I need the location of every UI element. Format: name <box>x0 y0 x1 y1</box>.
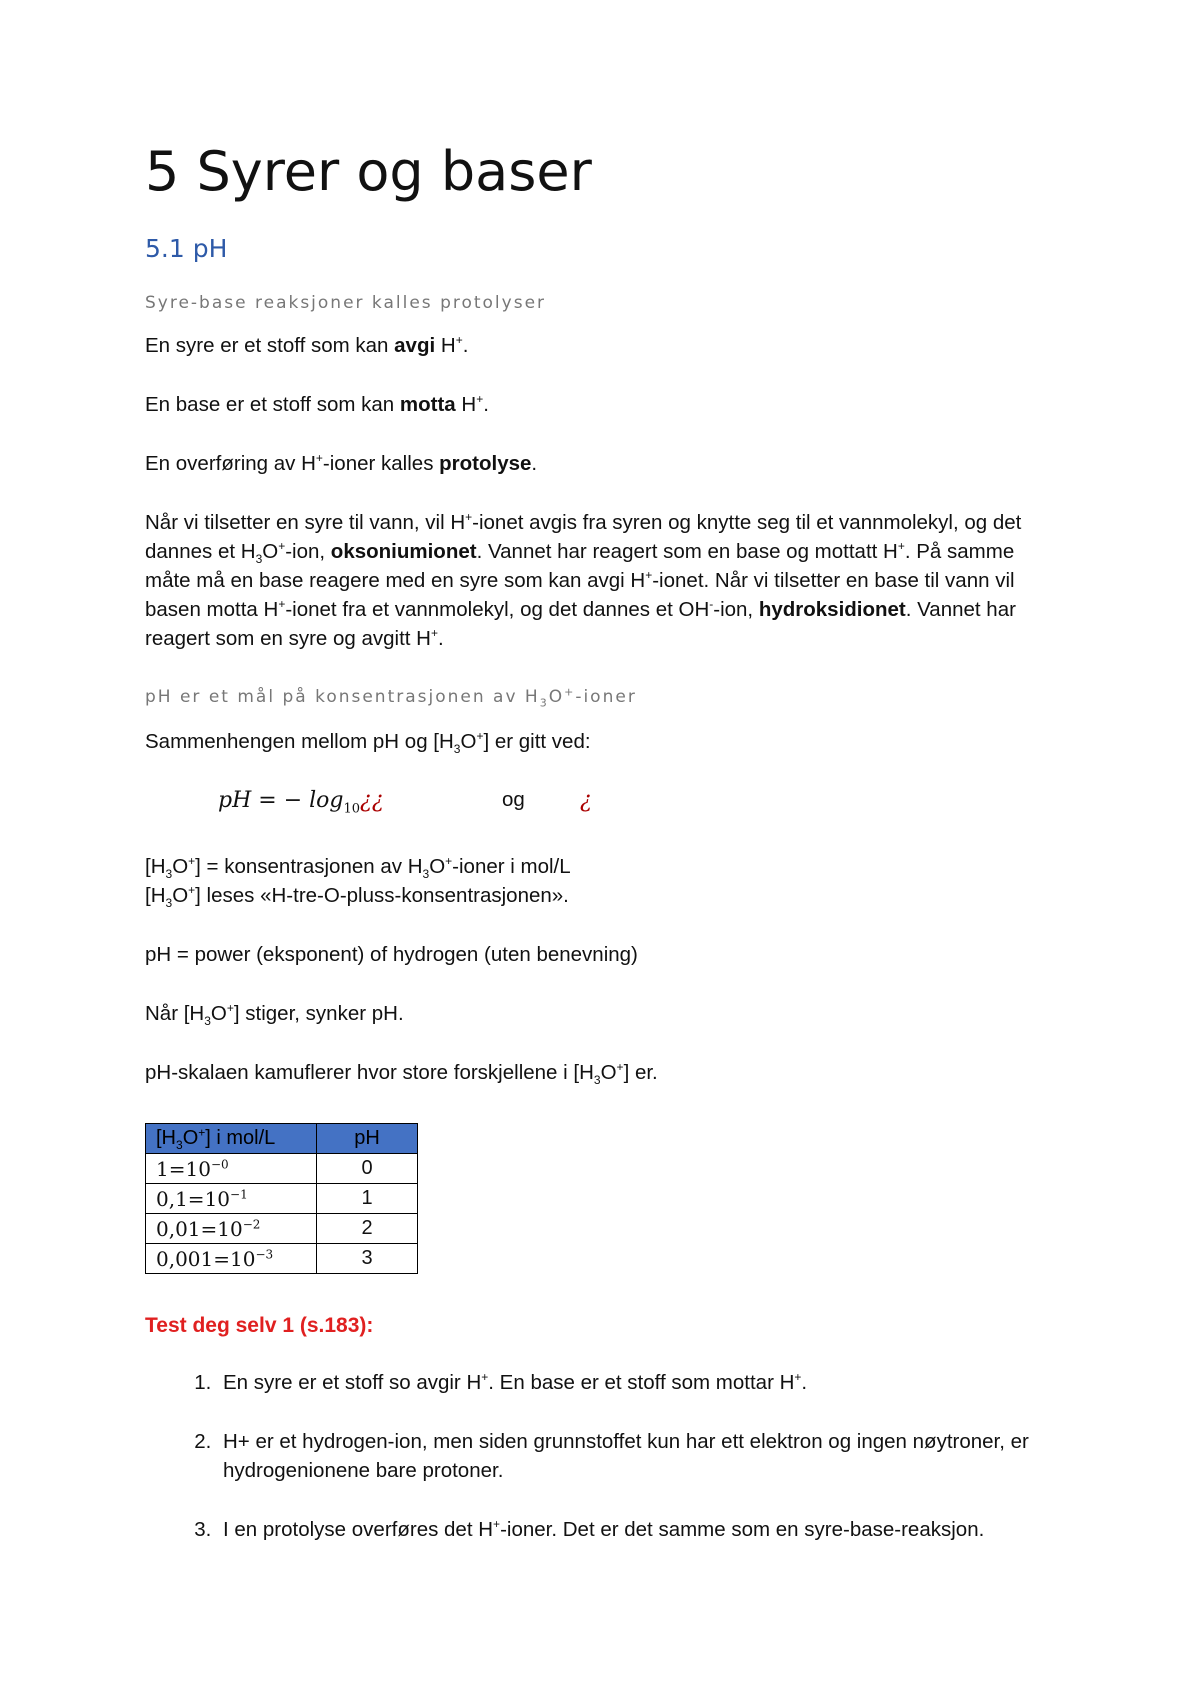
subtitle-ph-measure: pH er et mål på konsentrasjonen av $H_3O^+$-ioner <box>145 685 637 710</box>
cell-concentration: $0,1=10^{-1}$ <box>146 1184 317 1214</box>
paragraph-explanation: Når vi tilsetter en syre til vann, vil H+-ionet avgis fra syren og knytte seg til et vannmolekyl, og det dannes et $H_3O^+$-ion, oksoniumionet. Vannet har reagert som en base og mottatt H+. På samme måte må en base reagere med en syre som kan avgi H+-ionet. Når vi tilsetter en base til vann vil basen motta H+-ionet fra et vannmolekyl, og det dannes et OH--ion, hydroksidionet. Vannet har reagert som en syre og avgitt H+. <box>145 510 1022 650</box>
cell-concentration: $0,001=10^{-3}$ <box>146 1244 317 1274</box>
table-header-row <box>146 1124 418 1154</box>
table-row <box>146 1184 418 1214</box>
ph-table <box>145 1123 418 1274</box>
paragraph-reading: $[H_3O^+]$ leses «H-tre-O-pluss-konsentrasjonen». <box>145 883 569 911</box>
test-heading: Test deg selv 1 (s.183): <box>145 1314 374 1337</box>
cell-ph: 1 <box>317 1184 418 1214</box>
cell-ph: 2 <box>317 1214 418 1244</box>
list-item: 1. En syre er et stoff so avgir H+. En base er et stoff som mottar H+. <box>217 1368 1065 1397</box>
formula-rhs: ¿ <box>580 788 592 813</box>
header-ph: pH <box>317 1124 418 1154</box>
cell-concentration: $0,01=10^{-2}$ <box>146 1214 317 1244</box>
header-concentration: $[H_3O^+]$ i mol/L <box>146 1124 317 1154</box>
table-row <box>146 1244 418 1274</box>
list-item: 2. H+ er et hydrogen-ion, men siden grunnstoffet kun har ett elektron og ingen nøytroner, er hydrogenionene bare protoner. <box>217 1427 1065 1485</box>
formula-lhs: pH = − $\log_{10}¿¿$ <box>218 788 384 817</box>
table-row <box>146 1214 418 1244</box>
list-item: 3. I en protolyse overføres det H+-ioner. Det er det samme som en syre-base-reaksjon. <box>217 1515 1065 1544</box>
paragraph-base-definition: En base er et stoff som kan motta H+. <box>145 392 489 416</box>
formula-og: og <box>502 788 525 811</box>
paragraph-scale: pH-skalaen kamuflerer hvor store forskjellene i $[H_3O^+]$ er. <box>145 1060 658 1088</box>
cell-ph: 3 <box>317 1244 418 1274</box>
paragraph-acid-definition: En syre er et stoff som kan avgi H+. <box>145 333 469 357</box>
paragraph-relation: Sammenhengen mellom pH og $[H_3O^+]$ er gitt ved: <box>145 729 591 757</box>
table-row <box>146 1154 418 1184</box>
document-page <box>145 140 1065 1574</box>
ph-formula <box>145 774 1065 832</box>
paragraph-rises: Når $[H_3O^+]$ stiger, synker pH. <box>145 1001 404 1029</box>
section-heading: 5.1 pH <box>145 234 228 263</box>
paragraph-concentration-def: $[H_3O^+]$ = konsentrasjonen av $H_3O^+$-ioner i mol/L <box>145 854 571 882</box>
cell-ph: 0 <box>317 1154 418 1184</box>
subtitle-protolyser: Syre-base reaksjoner kalles protolyser <box>145 293 547 313</box>
chapter-title: 5 Syrer og baser <box>145 140 592 203</box>
paragraph-protolyse: En overføring av H+-ioner kalles protolyse. <box>145 451 538 475</box>
cell-concentration: $1=10^{-0}$ <box>146 1154 317 1184</box>
answer-list <box>145 1368 1065 1544</box>
paragraph-power-hydrogen: pH = power (eksponent) of hydrogen (uten benevning) <box>145 943 638 966</box>
